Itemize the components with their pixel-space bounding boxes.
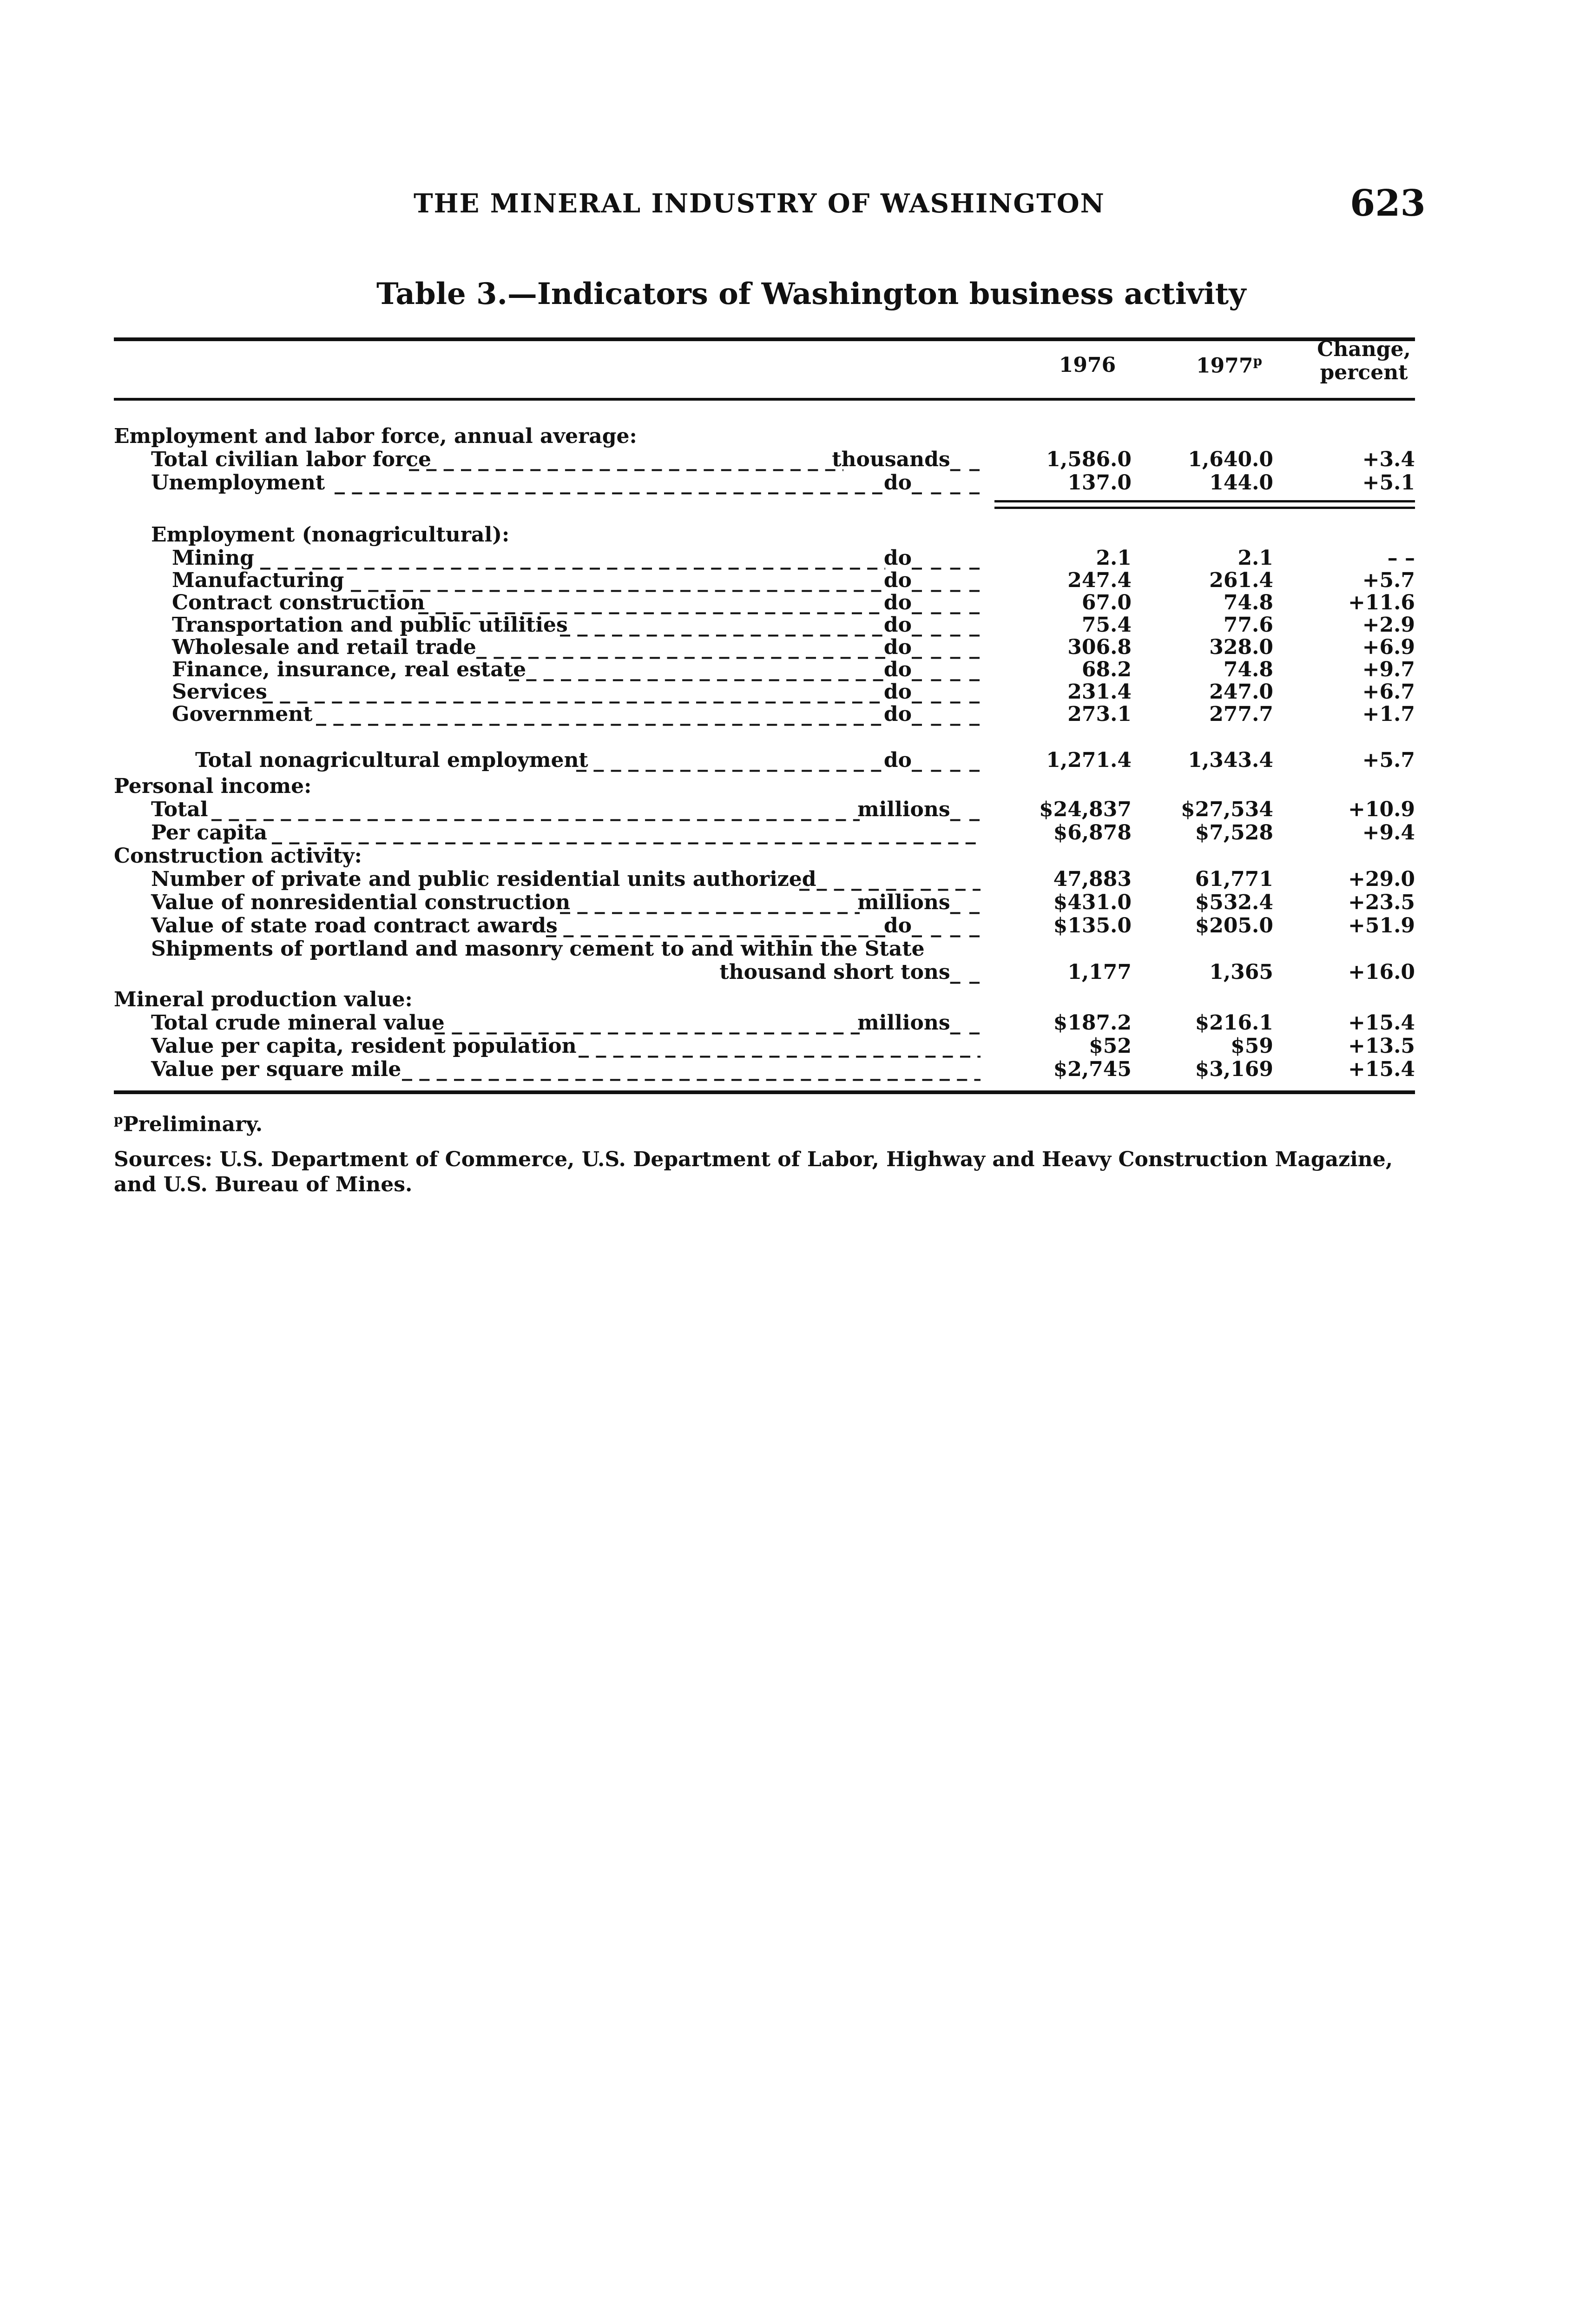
value-1977: 261.4 (1209, 568, 1273, 592)
dot-leader (576, 748, 885, 772)
row-unit: do_ _ _ _ (883, 471, 981, 495)
value-change: +16.0 (1348, 960, 1415, 984)
value-change: +10.9 (1348, 798, 1415, 821)
value-change: +51.9 (1348, 914, 1415, 938)
value-1976: 247.4 (1067, 568, 1132, 592)
row-label: Unemployment (151, 471, 325, 495)
table-top-rule (114, 337, 1415, 341)
dot-leader (579, 1034, 981, 1058)
footnote-preliminary: $^p$Preliminary. (114, 1112, 263, 1136)
row-label: Total nonagricultural employment (195, 748, 588, 772)
row-unit: do_ _ _ _ (883, 914, 981, 938)
row-unit: do_ _ _ _ (883, 613, 981, 637)
row-label: Value of nonresidential construction (151, 891, 571, 914)
table-row (0, 658, 1573, 682)
value-change: +6.7 (1362, 680, 1415, 704)
value-1976: 1,271.4 (1046, 748, 1132, 772)
table-row (0, 568, 1573, 593)
row-label: Shipments of portland and masonry cement to and within the State (151, 937, 925, 961)
dot-leader (316, 702, 885, 726)
value-change: +9.7 (1362, 658, 1415, 681)
dot-leader (546, 914, 885, 938)
value-1977: 61,771 (1195, 867, 1273, 891)
dot-leader (476, 635, 885, 660)
value-change: +5.7 (1362, 568, 1415, 592)
page-number: 623 (1350, 182, 1426, 224)
value-1977: 2.1 (1237, 546, 1273, 570)
value-1976: $135.0 (1053, 914, 1132, 938)
table-title: Table 3.—Indicators of Washington business activity (376, 277, 1246, 311)
row-label: Per capita (151, 821, 268, 845)
table-row (0, 1011, 1573, 1035)
value-1976: $24,837 (1039, 798, 1132, 821)
value-1977: $7,528 (1195, 821, 1273, 845)
row-label: Mineral production value: (114, 988, 413, 1011)
value-1977: 77.6 (1223, 613, 1273, 637)
table-row (0, 937, 1573, 961)
running-head: THE MINERAL INDUSTRY OF WASHINGTON (414, 188, 1105, 219)
row-label: Total (151, 798, 208, 821)
value-1977: $27,534 (1180, 798, 1273, 821)
value-1976: $6,878 (1053, 821, 1132, 845)
row-unit: do_ _ _ _ (883, 702, 981, 726)
table-bottom-rule (114, 1090, 1415, 1094)
row-unit: thousand short tons_ _ (719, 960, 981, 984)
value-change: +29.0 (1348, 867, 1415, 891)
value-1976: $2,745 (1053, 1057, 1132, 1081)
value-1977: $205.0 (1195, 914, 1273, 938)
table-row (0, 1034, 1573, 1058)
value-change: +5.7 (1362, 748, 1415, 772)
value-change: +23.5 (1348, 891, 1415, 914)
table-row (0, 988, 1573, 1012)
value-1976: $52 (1089, 1034, 1132, 1058)
table-row (0, 680, 1573, 704)
row-label: Manufacturing (172, 568, 344, 592)
preliminary-mark: p (1253, 353, 1263, 369)
table-row (0, 844, 1573, 868)
row-label: Mining (172, 546, 254, 570)
row-label: Government (172, 702, 313, 726)
row-unit: thousands_ _ (832, 448, 981, 471)
row-unit: do_ _ _ _ (883, 546, 981, 570)
table-row (0, 914, 1573, 938)
row-label: Wholesale and retail trade (172, 635, 476, 659)
value-1976: 75.4 (1081, 613, 1132, 637)
row-unit: do_ _ _ _ (883, 591, 981, 614)
row-unit: do_ _ _ _ (883, 568, 981, 592)
row-label: Personal income: (114, 774, 312, 798)
value-change: +15.4 (1348, 1057, 1415, 1081)
row-unit: millions_ _ (857, 891, 981, 914)
table-row (0, 523, 1573, 547)
row-label: Value of state road contract awards (151, 914, 558, 938)
value-1976: 2.1 (1096, 546, 1132, 570)
value-1977: 144.0 (1209, 471, 1273, 495)
row-label: Transportation and public utilities (172, 613, 568, 637)
value-1976: 273.1 (1067, 702, 1132, 726)
value-change: +15.4 (1348, 1011, 1415, 1035)
table-row (0, 774, 1573, 799)
table-row (0, 867, 1573, 891)
dot-leader (211, 798, 860, 822)
table-row (0, 960, 1573, 984)
column-header-1977: 1977$^p$ (1196, 353, 1263, 378)
dot-leader (418, 591, 885, 615)
footnote-mark: p (114, 1112, 123, 1127)
row-label: Number of private and public residential units authorized (151, 867, 816, 891)
table-row (0, 613, 1573, 637)
table-row (0, 471, 1573, 495)
subtotal-rule (994, 500, 1415, 502)
value-1976: 231.4 (1067, 680, 1132, 704)
value-1976: 47,883 (1053, 867, 1132, 891)
table-row (0, 424, 1573, 449)
table-row (0, 448, 1573, 472)
dot-leader (409, 448, 843, 472)
row-unit: do_ _ _ _ (883, 635, 981, 659)
value-1976: 67.0 (1081, 591, 1132, 614)
row-label: Construction activity: (114, 844, 362, 868)
dot-leader (351, 568, 885, 593)
value-change: +9.4 (1362, 821, 1415, 845)
value-1977: 1,640.0 (1188, 448, 1273, 471)
value-change: – – (1387, 546, 1415, 570)
row-label: Finance, insurance, real estate (172, 658, 527, 681)
value-1977: $59 (1231, 1034, 1273, 1058)
value-1977: 277.7 (1209, 702, 1273, 726)
value-1977: 1,365 (1209, 960, 1273, 984)
value-change: +6.9 (1362, 635, 1415, 659)
table-row (0, 546, 1573, 570)
sources-note: Sources: U.S. Department of Commerce, U.S. Department of Labor, Highway and Heavy Construction Magazine, and U.S. Bureau of Mines. (114, 1148, 1393, 1196)
row-unit: millions_ _ (857, 798, 981, 821)
table-row (0, 748, 1573, 772)
dot-leader (434, 1011, 860, 1035)
table-header-rule (114, 398, 1415, 401)
value-1976: $431.0 (1053, 891, 1132, 914)
value-change: +13.5 (1348, 1034, 1415, 1058)
value-1976: 68.2 (1081, 658, 1132, 681)
value-1977: 328.0 (1209, 635, 1273, 659)
value-1977: 247.0 (1209, 680, 1273, 704)
row-label: Value per square mile (151, 1057, 401, 1081)
dot-leader (509, 658, 885, 682)
value-1977: 74.8 (1223, 591, 1273, 614)
table-row (0, 635, 1573, 660)
row-unit: millions_ _ (857, 1011, 981, 1035)
value-change: +3.4 (1362, 448, 1415, 471)
row-unit: do_ _ _ _ (883, 680, 981, 704)
value-1976: 1,586.0 (1046, 448, 1132, 471)
value-1977: $3,169 (1195, 1057, 1273, 1081)
dot-leader (335, 471, 885, 495)
value-1976: $187.2 (1053, 1011, 1132, 1035)
value-1977: $532.4 (1195, 891, 1273, 914)
value-1976: 137.0 (1067, 471, 1132, 495)
value-1977: 1,343.4 (1188, 748, 1273, 772)
row-label: Value per capita, resident population (151, 1034, 577, 1058)
dot-leader (560, 613, 885, 637)
column-header-1976: 1976 (1059, 353, 1116, 377)
value-1976: 306.8 (1067, 635, 1132, 659)
row-label: Total civilian labor force (151, 448, 432, 471)
value-1976: 1,177 (1067, 960, 1132, 984)
value-change: +5.1 (1362, 471, 1415, 495)
row-label: Employment (nonagricultural): (151, 523, 510, 547)
dot-leader (263, 680, 885, 704)
row-label: Employment and labor force, annual average: (114, 424, 637, 448)
table-row (0, 891, 1573, 915)
table-row (0, 591, 1573, 615)
row-unit: do_ _ _ _ (883, 658, 981, 681)
value-1977: $216.1 (1195, 1011, 1273, 1035)
value-change: +1.7 (1362, 702, 1415, 726)
row-unit: do_ _ _ _ (883, 748, 981, 772)
dot-leader (560, 891, 860, 915)
value-change: +11.6 (1348, 591, 1415, 614)
value-1977: 74.8 (1223, 658, 1273, 681)
table-row (0, 702, 1573, 726)
row-label: Services (172, 680, 267, 704)
table-row (0, 821, 1573, 845)
dot-leader (402, 1057, 981, 1082)
table-row (0, 1057, 1573, 1082)
value-change: +2.9 (1362, 613, 1415, 637)
row-label: Contract construction (172, 591, 425, 614)
row-label: Total crude mineral value (151, 1011, 445, 1035)
dot-leader (272, 821, 981, 845)
subtotal-rule (994, 507, 1415, 509)
dot-leader (799, 867, 981, 891)
dot-leader (260, 546, 885, 570)
column-header-change: Change, percent (1317, 337, 1411, 384)
table-row (0, 798, 1573, 822)
